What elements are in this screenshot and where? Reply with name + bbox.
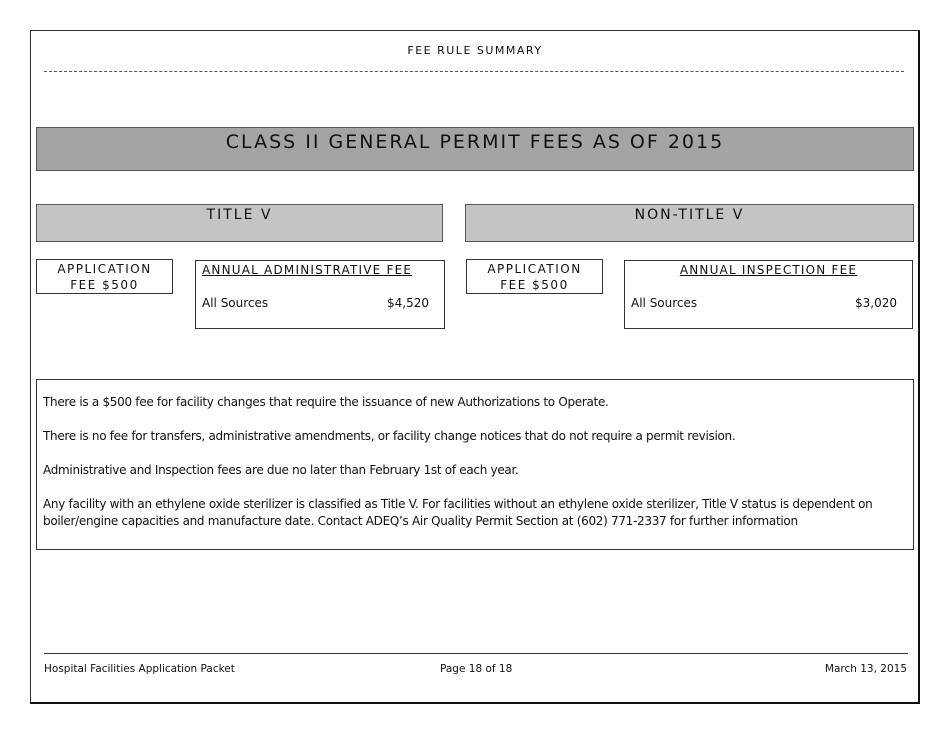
title-v-application-fee [36, 259, 173, 294]
title-v-heading: TITLE V [36, 204, 443, 242]
footer-page-number: Page 18 of 18 [440, 663, 513, 675]
fee-amount: $4,520 [387, 296, 429, 310]
application-fee-line2: FEE $500 [70, 278, 139, 292]
fee-source-label: All Sources [631, 296, 698, 310]
header-title: FEE RULE SUMMARY [407, 44, 543, 57]
fee-source-label: All Sources [202, 296, 269, 310]
footer-divider [44, 653, 908, 654]
header-divider [44, 71, 904, 72]
footer-document-name: Hospital Facilities Application Packet [44, 663, 235, 675]
annual-administrative-fee-title: ANNUAL ADMINISTRATIVE FEE [202, 263, 413, 277]
note-paragraph: Any facility with an ethylene oxide sterilizer is classified as Title V. For facilities without an ethylene oxide sterilizer, Title V status is dependent on boiler/engine capacities and manufacture date. Contact ADEQ’s Air Quality Permit Section at (602) 771-2337 for further information [43, 497, 873, 528]
annual-administrative-fee-box [195, 260, 445, 329]
fee-amount: $3,020 [855, 296, 897, 310]
notes-box [36, 379, 914, 550]
application-fee-line1: APPLICATION [57, 262, 152, 276]
note-paragraph: Administrative and Inspection fees are due no later than February 1st of each year. [43, 463, 519, 477]
non-title-v-application-fee [466, 259, 603, 294]
annual-inspection-fee-box [624, 260, 913, 329]
application-fee-line2: FEE $500 [500, 278, 569, 292]
non-title-v-heading: NON-TITLE V [465, 204, 914, 242]
annual-inspection-fee-title: ANNUAL INSPECTION FEE [679, 263, 858, 277]
application-fee-line1: APPLICATION [487, 262, 582, 276]
note-paragraph: There is a $500 fee for facility changes that require the issuance of new Authorizations to Operate. [43, 395, 609, 409]
page-title-banner: CLASS II GENERAL PERMIT FEES AS OF 2015 [36, 127, 914, 171]
footer-date: March 13, 2015 [824, 663, 907, 675]
note-paragraph: There is no fee for transfers, administrative amendments, or facility change notices that do not require a permit revision. [43, 429, 736, 443]
